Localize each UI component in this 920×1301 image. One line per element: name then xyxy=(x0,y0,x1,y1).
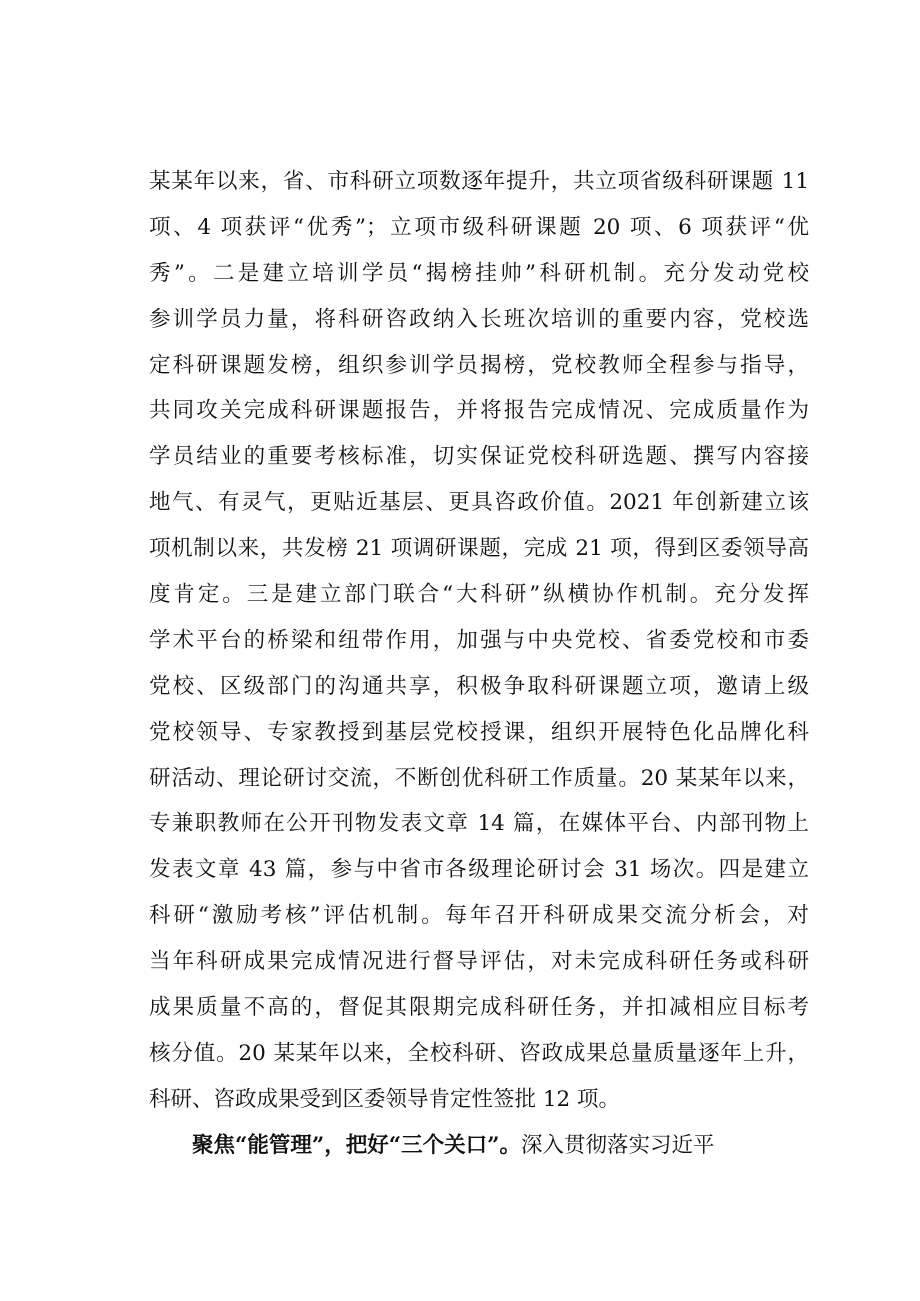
text-line: 学员结业的重要考核标准，切实保证党校科研选题、撰写内容接 xyxy=(149,444,809,470)
paragraph-heading: 聚焦“能管理”，把好“三个关口”。 xyxy=(192,1132,521,1158)
text-line: 秀”。二是建立培训学员“揭榜挂帅”科研机制。充分发动党校 xyxy=(149,260,809,286)
text-line: 当年科研成果完成情况进行督导评估，对未完成科研任务或科研 xyxy=(149,949,809,975)
text-line: 党校领导、专家教授到基层党校授课，组织开展特色化品牌化科 xyxy=(149,719,809,745)
text-line: 成果质量不高的，督促其限期完成科研任务，并扣减相应目标考 xyxy=(149,995,809,1021)
text-line: 专兼职教师在公开刊物发表文章 14 篇，在媒体平台、内部刊物上 xyxy=(149,811,809,837)
text-line: 科研“激励考核”评估机制。每年召开科研成果交流分析会，对 xyxy=(149,903,809,929)
paragraph-text: 深入贯彻落实习近平 xyxy=(520,1132,715,1158)
text-line: 定科研课题发榜，组织参训学员揭榜，党校教师全程参与指导， xyxy=(149,352,809,378)
text-line: 项、4 项获评“优秀”；立项市级科研课题 20 项、6 项获评“优 xyxy=(149,214,809,240)
text-line: 研活动、理论研讨交流，不断创优科研工作质量。20 某某年以来， xyxy=(149,765,809,791)
text-line: 发表文章 43 篇，参与中省市各级理论研讨会 31 场次。四是建立 xyxy=(149,857,809,883)
text-line: 地气、有灵气，更贴近基层、更具咨政价值。2021 年创新建立该 xyxy=(149,490,809,516)
text-line: 科研、咨政成果受到区委领导肯定性签批 12 项。 xyxy=(149,1086,621,1112)
paragraph-2 xyxy=(149,1123,809,1169)
paragraph-1 xyxy=(149,159,809,1123)
body-text xyxy=(149,159,809,1169)
text-line: 某某年以来，省、市科研立项数逐年提升，共立项省级科研课题 11 xyxy=(149,169,809,194)
text-line: 核分值。20 某某年以来，全校科研、咨政成果总量质量逐年上升， xyxy=(149,1040,809,1066)
text-line: 共同攻关完成科研课题报告，并将报告完成情况、完成质量作为 xyxy=(149,398,809,424)
text-line: 学术平台的桥梁和纽带作用，加强与中央党校、省委党校和市委 xyxy=(149,627,809,653)
text-line: 参训学员力量，将科研咨政纳入长班次培训的重要内容，党校选 xyxy=(149,306,809,332)
text-line: 度肯定。三是建立部门联合“大科研”纵横协作机制。充分发挥 xyxy=(149,582,809,608)
text-line: 项机制以来，共发榜 21 项调研课题，完成 21 项，得到区委领导高 xyxy=(149,536,809,562)
paragraph-2-line xyxy=(149,1123,809,1169)
text-line: 党校、区级部门的沟通共享，积极争取科研课题立项，邀请上级 xyxy=(149,673,809,699)
